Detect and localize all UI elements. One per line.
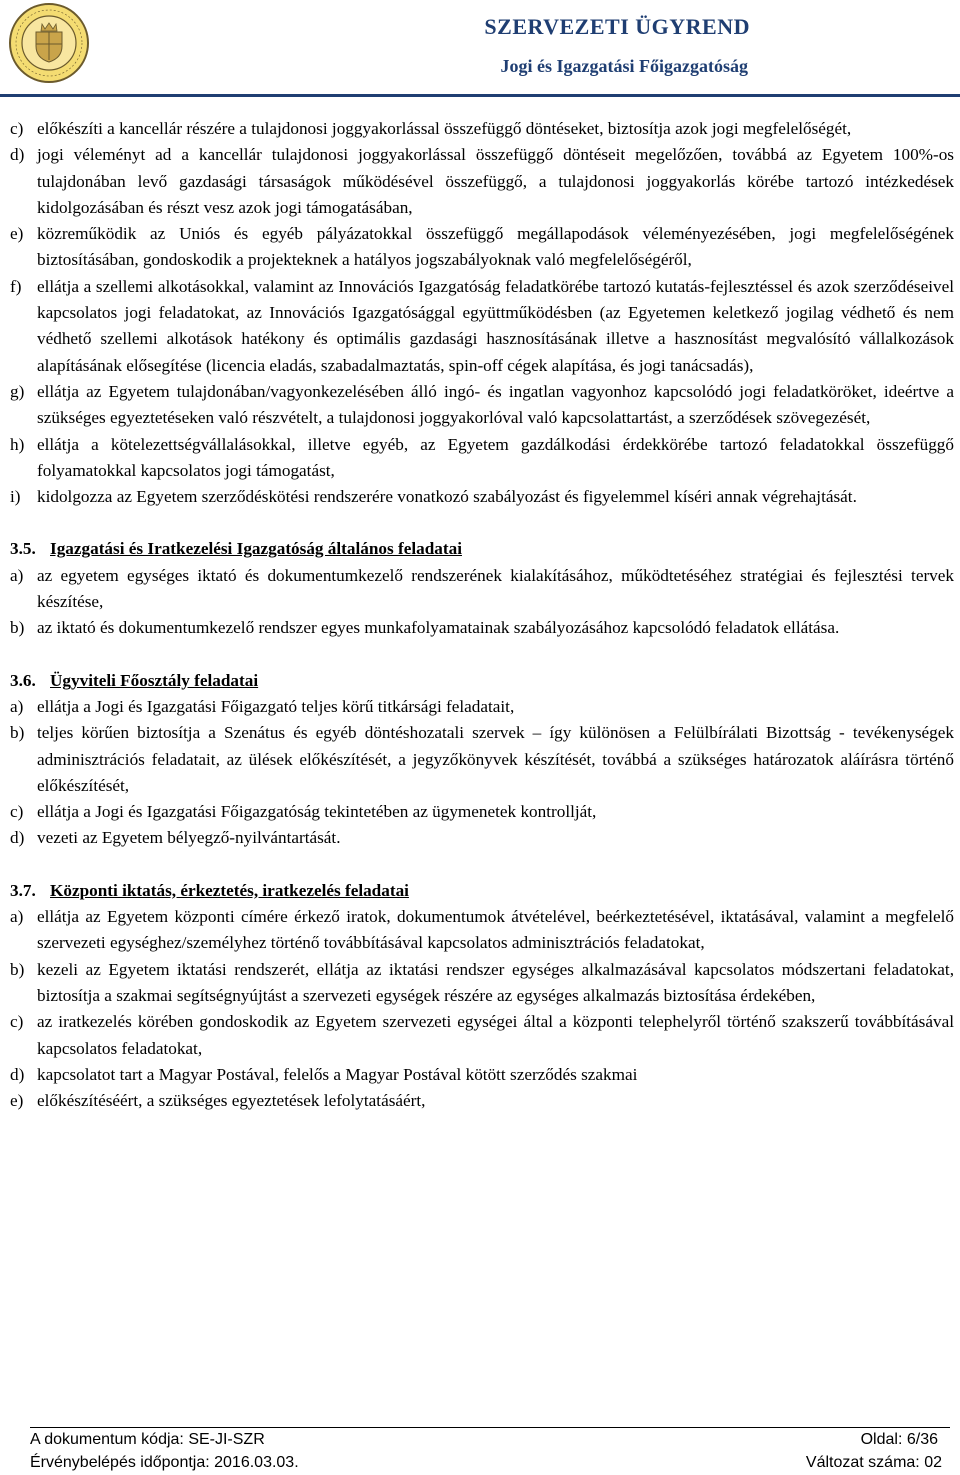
item-label: f)	[10, 276, 22, 296]
section-number: 3.5.	[10, 539, 36, 559]
item-text: az iktató és dokumentumkezelő rendszer egyes munkafolyamatainak szabályozásához kapcsolódó feladatok ellátása.	[37, 618, 840, 638]
section-heading-3-6	[10, 668, 954, 694]
item-label: b)	[10, 959, 25, 979]
list-item	[10, 1088, 954, 1114]
page-number: Oldal: 6/36	[860, 1431, 938, 1448]
section-title: Ügyviteli Főosztály feladatai	[50, 670, 259, 690]
section-heading-3-5	[10, 536, 954, 562]
item-text: előkészítéséért, a szükséges egyeztetések lefolytatásáért,	[37, 1091, 426, 1111]
list-item	[10, 720, 954, 799]
university-seal-icon	[8, 2, 90, 84]
item-label: b)	[10, 618, 25, 638]
item-label: h)	[10, 434, 25, 454]
header-divider	[0, 94, 960, 97]
item-label: e)	[10, 1091, 24, 1111]
item-text: ellátja a Jogi és Igazgatási Főigazgatóság tekintetében az ügymenetek kontrollját,	[37, 802, 597, 822]
effective-date: Érvénybelépés időpontja: 2016.03.03.	[30, 1454, 299, 1471]
item-label: d)	[10, 828, 25, 848]
item-label: a)	[10, 907, 24, 927]
item-label: b)	[10, 723, 25, 743]
item-text: közreműködik az Uniós és egyéb pályázatokkal összefüggő megállapodások véleményezésében, jogi megfelelőségének biztosításában, gondoskodik a projekteknek a hatályos jogszabályoknak való megfelelőségéről,	[37, 224, 954, 270]
list-item	[10, 1062, 954, 1088]
item-text: az iratkezelés körében gondoskodik az Egyetem szervezeti egységei által a központi telephelyről történő szakszerű továbbításával kapcsolatos feladatokat,	[37, 1012, 954, 1058]
footer-divider	[30, 1427, 950, 1428]
item-text: ellátja a kötelezettségvállalásokkal, illetve egyéb, az Egyetem gazdálkodási érdekkörébe tartozó feladatokkal összefüggő folyamatokkal kapcsolatos jogi támogatást,	[37, 434, 954, 480]
version-number: Változat száma: 02	[805, 1454, 942, 1471]
item-label: i)	[10, 487, 21, 507]
list-item	[10, 563, 954, 616]
section-number: 3.6.	[10, 670, 36, 690]
item-label: a)	[10, 696, 24, 716]
page-header	[0, 0, 960, 96]
list-item	[10, 221, 954, 274]
item-label: g)	[10, 381, 25, 401]
item-text: kidolgozza az Egyetem szerződéskötési rendszerére vonatkozó szabályozást és figyelemmel kíséri annak végrehajtását.	[37, 487, 857, 507]
item-label: d)	[10, 1064, 25, 1084]
list-item	[10, 825, 954, 851]
item-label: a)	[10, 565, 24, 585]
list-item	[10, 432, 954, 485]
list-item	[10, 1009, 954, 1062]
list-item	[10, 484, 954, 510]
document-title: SZERVEZETI ÜGYREND	[484, 14, 750, 39]
document-code: A dokumentum kódja: SE-JI-SZR	[30, 1431, 265, 1448]
list-item	[10, 615, 954, 641]
item-label: d)	[10, 145, 25, 165]
list-item	[10, 957, 954, 1010]
list-item	[10, 799, 954, 825]
page-footer	[0, 1425, 960, 1475]
item-text: kapcsolatot tart a Magyar Postával, felelős a Magyar Postával kötött szerződés szakmai	[37, 1064, 638, 1084]
section-number: 3.7.	[10, 880, 36, 900]
section-heading-3-7	[10, 878, 954, 904]
item-label: c)	[10, 1012, 24, 1032]
item-text: teljes körűen biztosítja a Szenátus és egyéb döntéshozatali szervek – így különösen a Felülbírálati Bizottság - tevékenységek adminisztrációs feladatait, az ülések előkészítését, a jegyzőkönyvek készítését, továbbá a szükséges határozatok aláírásra történő előkészítését,	[37, 723, 954, 795]
item-text: ellátja az Egyetem központi címére érkező iratok, dokumentumok átvételével, beérkeztetésével, iktatásával, valamint a megfelelő szervezeti egységhez/személyhez történő továbbításával kapcsolatos adminisztrációs feladatokat,	[37, 907, 954, 953]
list-item	[10, 694, 954, 720]
item-label: e)	[10, 224, 24, 244]
item-text: az egyetem egységes iktató és dokumentumkezelő rendszerének kialakításához, működtetéséhez stratégiai és fejlesztési tervek készítése,	[37, 565, 954, 612]
item-label: c)	[10, 119, 24, 138]
section-title: Igazgatási és Iratkezelési Igazgatóság általános feladatai	[50, 539, 462, 559]
document-body	[10, 116, 954, 1114]
list-item	[10, 904, 954, 957]
section-title: Központi iktatás, érkeztetés, iratkezelés feladatai	[50, 880, 409, 900]
list-item	[10, 274, 954, 379]
list-item	[10, 142, 954, 221]
list-item	[10, 379, 954, 432]
item-text: ellátja a Jogi és Igazgatási Főigazgató teljes körű titkársági feladatait,	[37, 696, 515, 716]
item-text: kezeli az Egyetem iktatási rendszerét, ellátja az iktatási rendszer egységes alkalmazásával kapcsolatos módszertani feladatokat, biztosítja a szakmai segítségnyújtást a szervezeti egységek részére az egységes alkalmazás biztosítása érdekében,	[37, 959, 954, 1005]
item-text: előkészíti a kancellár részére a tulajdonosi joggyakorlással összefüggő döntéseket, biztosítja azok jogi megfelelőségét,	[37, 119, 852, 138]
department-name: Jogi és Igazgatási Főigazgatóság	[500, 56, 748, 76]
item-label: c)	[10, 802, 24, 822]
item-text: vezeti az Egyetem bélyegző-nyilvántartását.	[37, 828, 341, 848]
item-text: ellátja a szellemi alkotásokkal, valamint az Innovációs Igazgatóság feladatkörébe tartozó kutatás-fejlesztéssel és azok szerződéseivel kapcsolatos jogi feladatokat, az Innovációs Igazgatósággal együttműködésben (az Egyetemen keletkező jogilag védhető és nem védhető szellemi alkotások hatékony és optimális gazdasági hasznosításának illetve a hasznosítást megvalósító vállalkozások alapításának elősegítése (licencia eladás, szabadalmaztatás, spin-off cégek alapítása, és jogi tanácsadás),	[37, 276, 954, 375]
item-text: jogi véleményt ad a kancellár tulajdonosi joggyakorlással összefüggő döntéseit megelőzően, továbbá az Egyetem 100%-os tulajdonában levő gazdasági társaságok működésével összefüggő, a tulajdonosi joggyakorlás körébe tartozó intézkedések kidolgozásában és részt vesz azok jogi támogatásában,	[37, 145, 954, 217]
list-item	[10, 116, 954, 142]
item-text: ellátja az Egyetem tulajdonában/vagyonkezelésében álló ingó- és ingatlan vagyonhoz kapcsolódó jogi feladatköröket, ideértve a szükséges egyeztetéseken való részvételt, a tulajdonosi joggyakorlóval való kapcsolattartást, a szerződések szövegezését,	[37, 381, 954, 428]
